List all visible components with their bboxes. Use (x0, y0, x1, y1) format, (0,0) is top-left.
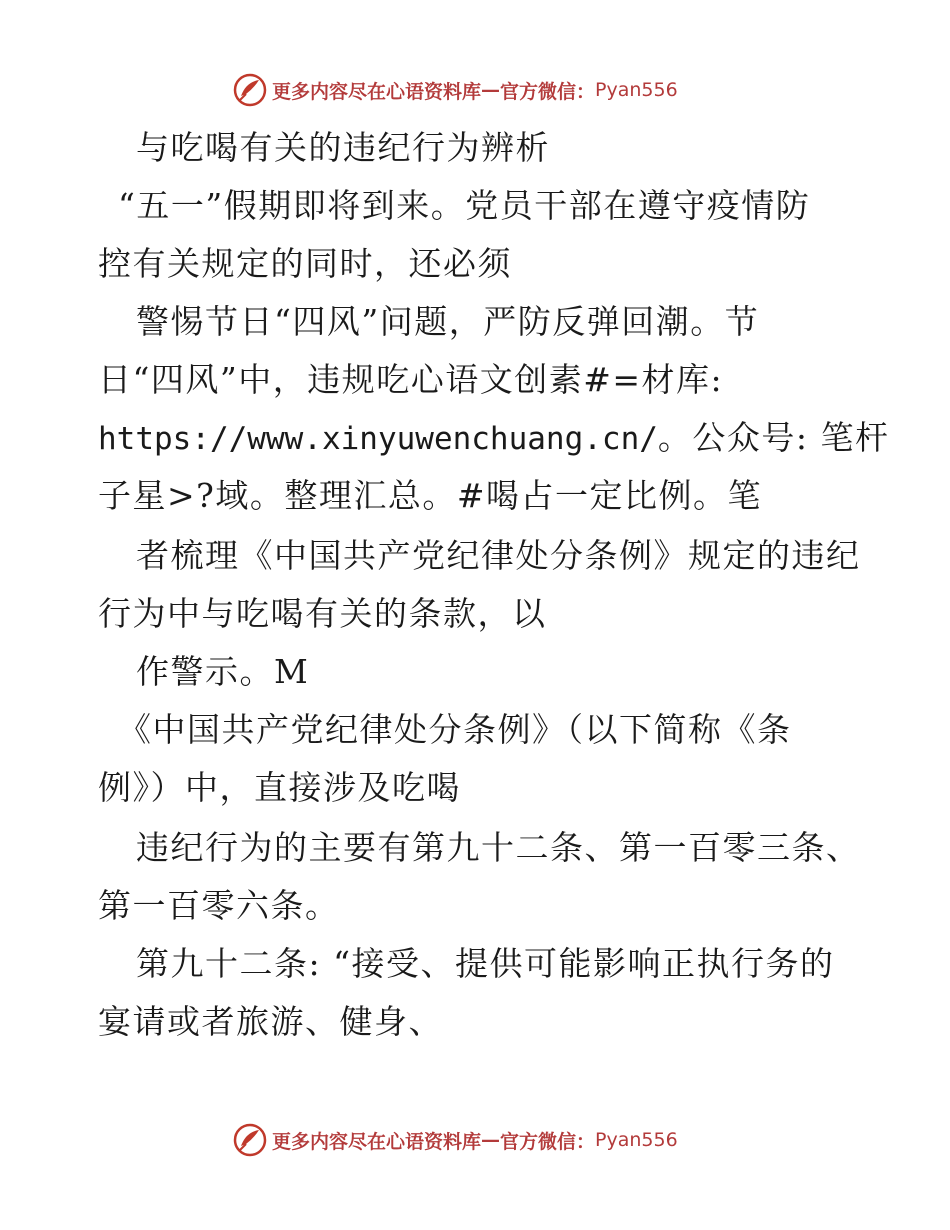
banner-dash: — (481, 79, 501, 101)
paragraph-line: 作警示。M (136, 652, 310, 691)
document-title: 与吃喝有关的违纪行为辨析 (136, 128, 550, 167)
banner-wechat-label: 官方微信： (500, 1130, 596, 1153)
paragraph-line: 子星>?域。整理汇总。#喝占一定比例。笔 (98, 476, 762, 515)
paragraph-line: 行为中与吃喝有关的条款，以 (98, 594, 547, 633)
banner-brand-text: 更多内容尽在心语资料库 (272, 80, 482, 103)
paragraph-line: 例》）中，直接涉及吃喝 (98, 768, 461, 807)
paragraph-line: 违纪行为的主要有第九十二条、第一百零三条、 (136, 828, 861, 867)
paragraph-line: 警惕节日“四风”问题，严防反弹回潮。节 (136, 302, 760, 341)
paragraph-line: 控有关规定的同时，还必须 (98, 244, 512, 283)
paragraph-line: 宴请或者旅游、健身、 (98, 1002, 443, 1041)
banner-dash: — (481, 1129, 501, 1151)
paragraph-line: 第一百零六条。 (98, 886, 340, 925)
banner-wechat-id: Pyan556 (595, 1129, 678, 1151)
banner-wechat-label: 官方微信： (500, 80, 596, 103)
paragraph-line: 者梳理《中国共产党纪律处分条例》规定的违纪 (136, 536, 861, 575)
pen-logo-icon (232, 1122, 268, 1158)
website-url: https://www.xinyuwenchuang.cn/ (98, 421, 658, 457)
paragraph-line-tail: 。公众号: 笔杆 (657, 418, 890, 457)
banner-wechat-id: Pyan556 (595, 79, 678, 101)
paragraph-line: 第九十二条: “接受、提供可能影响正执行务的 (136, 944, 835, 983)
footer-watermark-banner (232, 1120, 712, 1160)
paragraph-line: 《中国共产党纪律处分条例》（以下简称《条 (118, 710, 792, 749)
paragraph-line: 日“四风”中，违规吃心语文创素#=材库: (98, 360, 724, 399)
paragraph-line: “五一”假期即将到来。党员干部在遵守疫情防 (118, 186, 811, 225)
banner-brand-text: 更多内容尽在心语资料库 (272, 1130, 482, 1153)
paragraph-line-url (98, 418, 890, 459)
